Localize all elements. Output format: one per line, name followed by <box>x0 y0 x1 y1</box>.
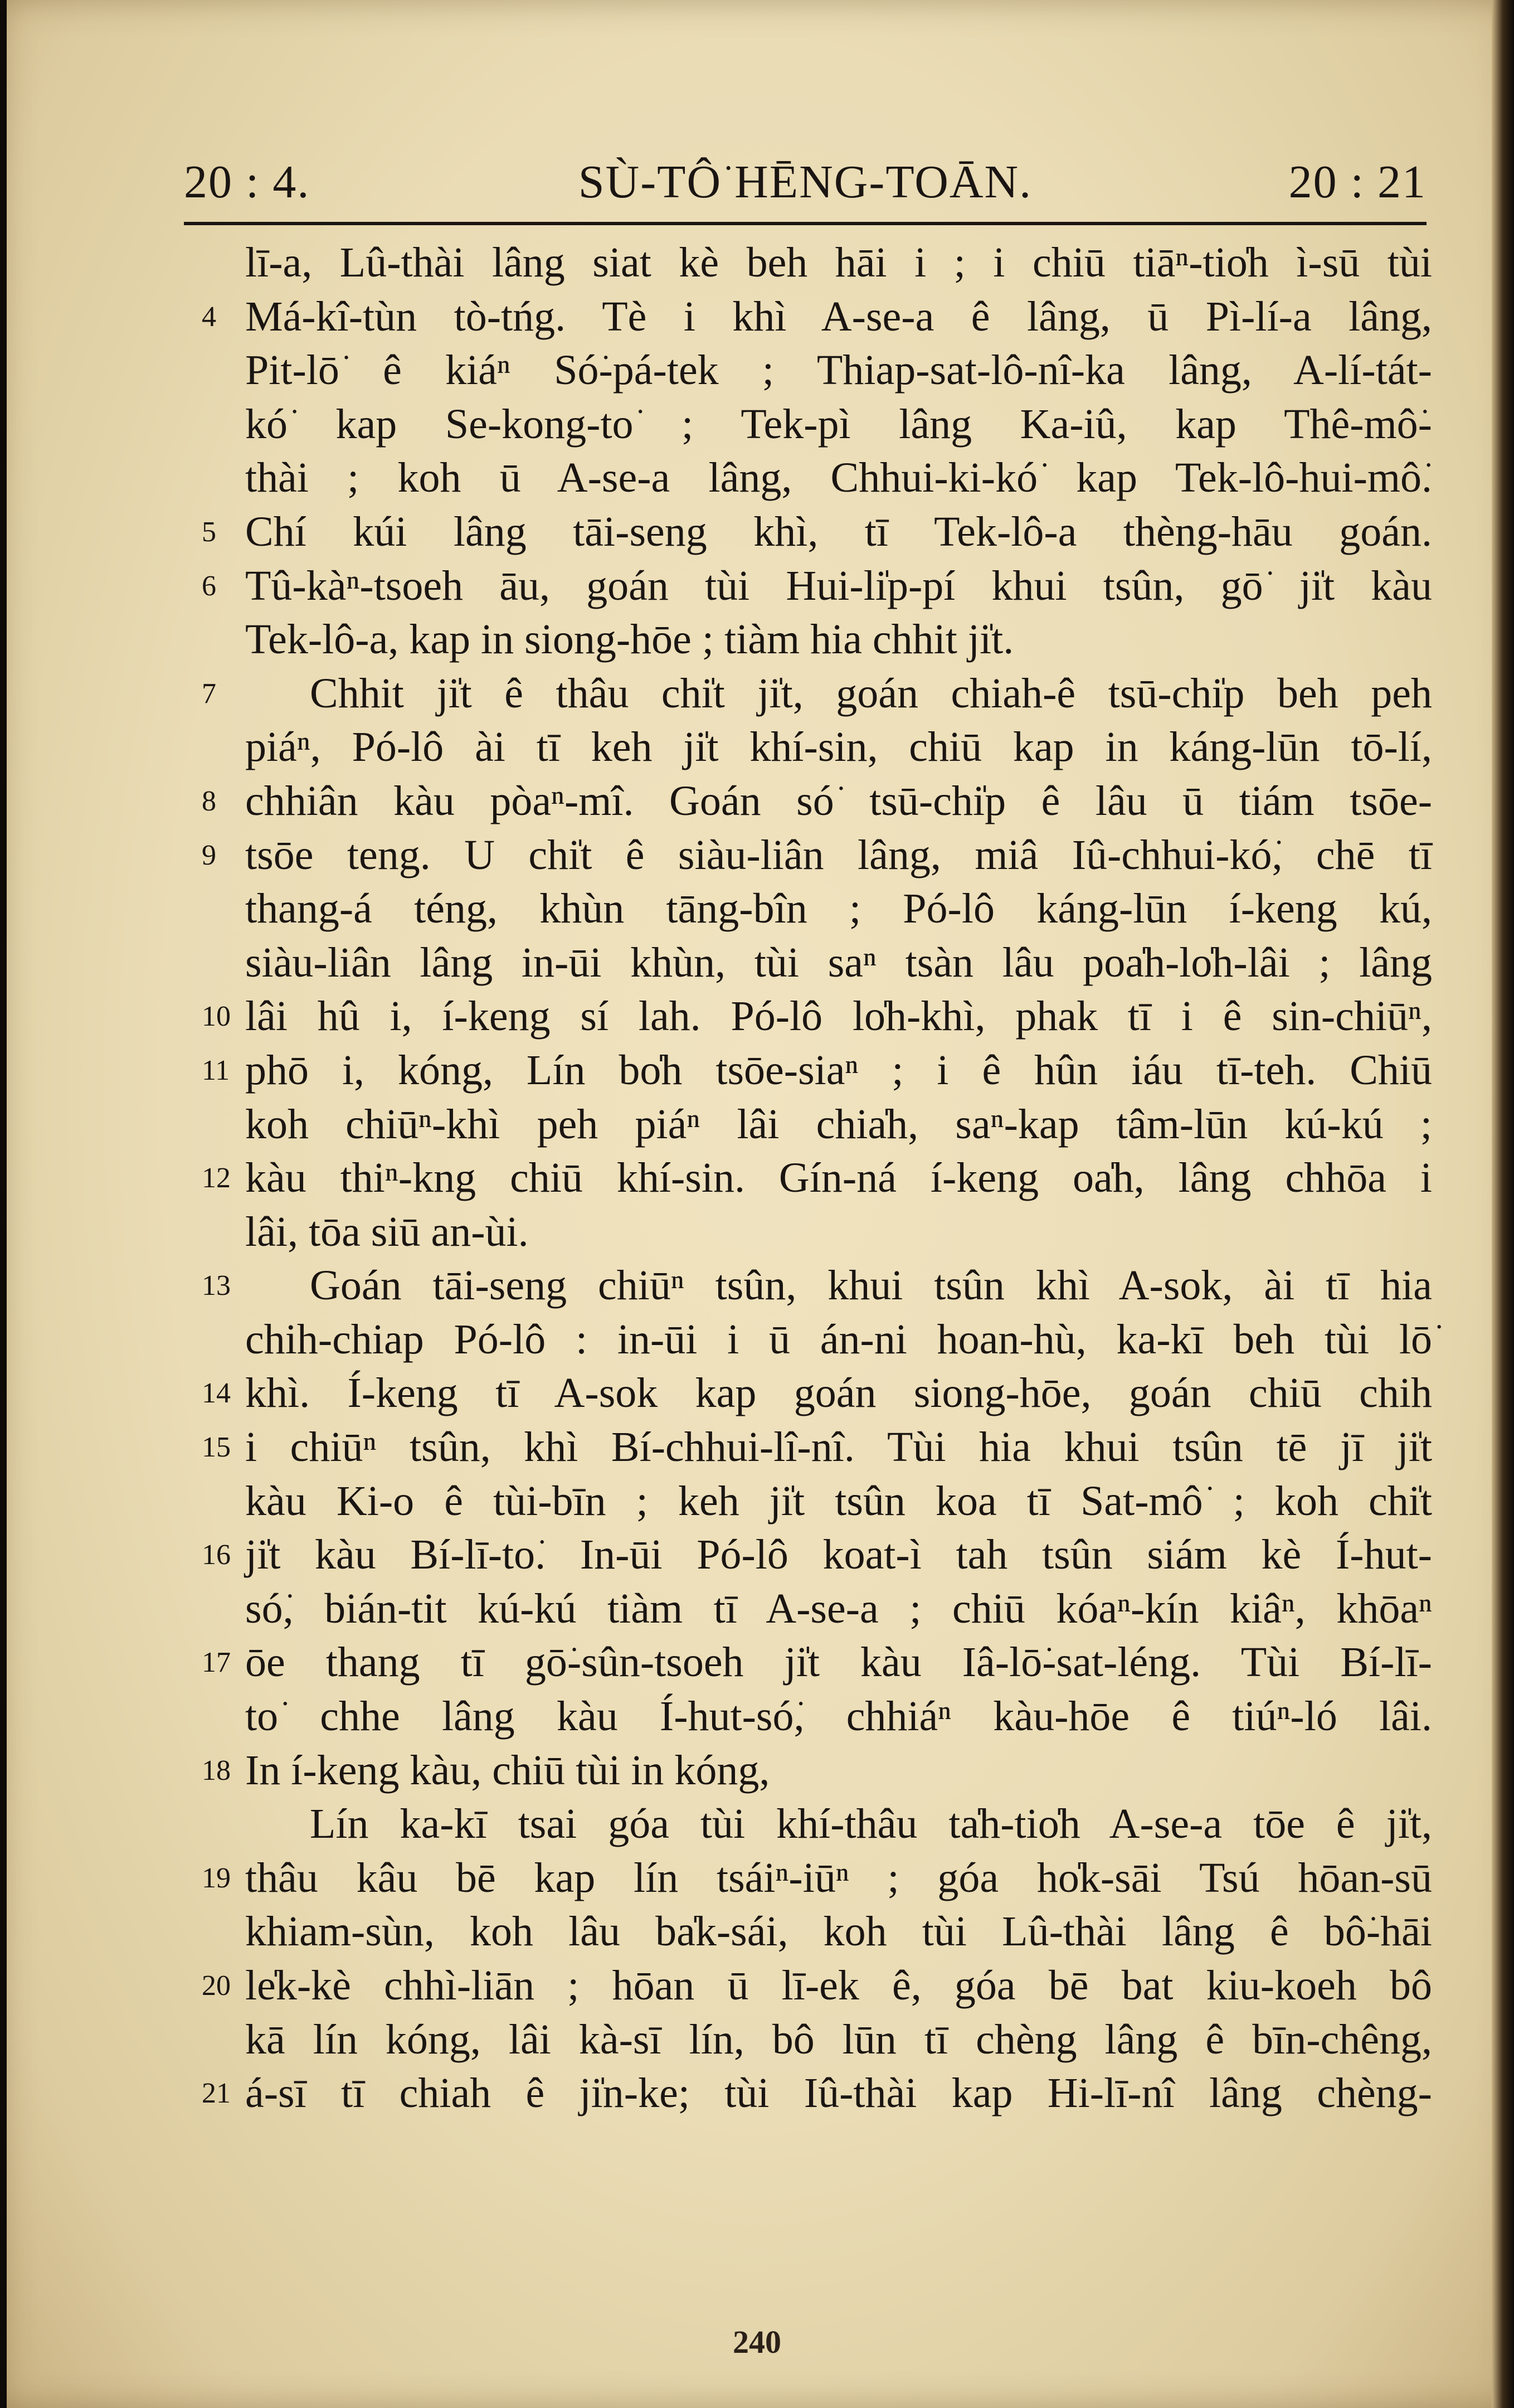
verse-number: 19 <box>202 1862 231 1894</box>
text-line <box>0 2065 1514 2119</box>
line-text: kàu Ki-o ê tùi-bīn ; keh ji̍t tsûn koa tī Sat-mô͘ ; koh chi̍t <box>245 1477 1432 1525</box>
text-line <box>0 503 1514 557</box>
text-line <box>0 1042 1514 1096</box>
text-line <box>0 934 1514 988</box>
verse-number: 21 <box>202 2077 231 2110</box>
line-text: siàu-liân lâng in-ūi khùn, tùi saⁿ tsàn lâu poa̍h-lo̍h-lâi ; lâng <box>245 939 1432 986</box>
text-line <box>0 827 1514 881</box>
line-text: tsōe teng. U chi̍t ê siàu-liân lâng, miâ Iû-chhui-kó͘, chē tī <box>245 831 1432 878</box>
line-text: lâi, tōa siū an-ùi. <box>245 1208 529 1255</box>
header-rule <box>184 222 1427 225</box>
line-text: to͘ chhe lâng kàu Í-hut-só͘, chhiáⁿ kàu-hōe ê tiúⁿ-ló lâi. <box>245 1693 1432 1740</box>
text-line <box>0 1688 1514 1742</box>
verse-number: 17 <box>202 1647 231 1679</box>
verse-number: 10 <box>202 1001 231 1033</box>
scripture-text-body <box>0 234 1514 2119</box>
line-text: i chiūⁿ tsûn, khì Bí-chhui-lî-nî. Tùi hia khui tsûn tē jī ji̍t <box>245 1424 1432 1471</box>
text-line <box>0 773 1514 827</box>
text-line <box>0 234 1514 288</box>
running-header <box>184 149 1427 211</box>
verse-number: 8 <box>202 785 216 817</box>
verse-number: 13 <box>202 1270 231 1302</box>
line-text: Chhit ji̍t ê thâu chi̍t ji̍t, goán chiah-ê tsū-chi̍p beh peh <box>310 669 1432 717</box>
line-text: koh chiūⁿ-khì peh piáⁿ lâi chia̍h, saⁿ-kap tâm-lūn kú-kú ; <box>245 1100 1432 1148</box>
verse-number: 18 <box>202 1754 231 1786</box>
verse-number: 12 <box>202 1162 231 1195</box>
verse-number: 9 <box>202 839 216 871</box>
line-text: chih-chiap Pó-lô : in-ūi i ū án-ni hoan-hù, ka-kī beh tùi lō͘ <box>245 1315 1432 1363</box>
line-text: piáⁿ, Pó-lô ài tī keh ji̍t khí-sin, chiū kap in káng-lūn tō-lí, <box>245 724 1432 771</box>
verse-number: 16 <box>202 1539 231 1571</box>
text-line <box>0 1311 1514 1365</box>
text-line <box>0 1634 1514 1688</box>
text-line <box>0 1849 1514 1904</box>
line-text: Lín ka-kī tsai góa tùi khí-thâu ta̍h-tio̍h A-se-a tōe ê ji̍t, <box>310 1800 1432 1848</box>
line-text: kàu thiⁿ-kng chiū khí-sin. Gín-ná í-keng oa̍h, lâng chhōa i <box>245 1154 1432 1202</box>
verse-number: 5 <box>202 516 216 548</box>
line-text: Goán tāi-seng chiūⁿ tsûn, khui tsûn khì A-sok, ài tī hia <box>310 1262 1432 1309</box>
verse-number: 7 <box>202 677 216 710</box>
text-line <box>0 342 1514 396</box>
line-text: thang-á téng, khùn tāng-bîn ; Pó-lô káng-lūn í-keng kú, <box>245 885 1432 933</box>
line-text: khì. Í-keng tī A-sok kap goán siong-hōe, goán chiū chih <box>245 1370 1432 1417</box>
text-line <box>0 1742 1514 1796</box>
text-line <box>0 1526 1514 1580</box>
verse-number: 11 <box>202 1054 230 1086</box>
text-line <box>0 611 1514 665</box>
verse-number: 20 <box>202 1970 231 2002</box>
text-line <box>0 396 1514 450</box>
text-line <box>0 288 1514 342</box>
text-line <box>0 988 1514 1042</box>
header-chapter-verse-start: 20 : 4. <box>184 156 310 208</box>
text-line <box>0 1149 1514 1203</box>
line-text: kā lín kóng, lâi kà-sī lín, bô lūn tī chèng lâng ê bīn-chêng, <box>245 2016 1432 2063</box>
text-line <box>0 1957 1514 2011</box>
verse-number: 6 <box>202 570 216 602</box>
line-text: lī-a, Lû-thài lâng siat kè beh hāi i ; i chiū tiāⁿ-tio̍h ì-sū tùi <box>245 239 1432 286</box>
line-text: lâi hû i, í-keng sí lah. Pó-lô lo̍h-khì, phak tī i ê sin-chiūⁿ, <box>245 993 1432 1040</box>
line-text: thâu kâu bē kap lín tsáiⁿ-iūⁿ ; góa ho̍k-sāi Tsú hōan-sū <box>245 1854 1432 1901</box>
header-book-title: SÙ-TÔ͘ HĒNG-TOĀN. <box>578 156 1033 208</box>
line-text: Chí kúi lâng tāi-seng khì, tī Tek-lô-a thèng-hāu goán. <box>245 508 1432 555</box>
text-line <box>0 880 1514 934</box>
line-text: le̍k-kè chhì-liān ; hōan ū lī-ek ê, góa bē bat kiu-koeh bô <box>245 1962 1432 2009</box>
header-chapter-verse-end: 20 : 21 <box>1288 156 1427 208</box>
line-text: Pit-lō͘ ê kiáⁿ Só͘-pá-tek ; Thiap-sat-lô-nî-ka lâng, A-lí-tát- <box>245 347 1432 394</box>
line-text: thài ; koh ū A-se-a lâng, Chhui-ki-kó͘ kap Tek-lô-hui-mô͘. <box>245 454 1432 502</box>
line-text: Tû-kàⁿ-tsoeh āu, goán tùi Hui-li̍p-pí khui tsûn, gō͘ ji̍t kàu <box>245 562 1432 609</box>
text-line <box>0 1473 1514 1527</box>
text-line <box>0 718 1514 773</box>
verse-number: 14 <box>202 1377 231 1410</box>
line-text: Tek-lô-a, kap in siong-hōe ; tiàm hia chhit ji̍t. <box>245 616 1014 663</box>
verse-number: 4 <box>202 300 216 333</box>
line-text: chhiân kàu pòaⁿ-mî. Goán só͘ tsū-chi̍p ê lâu ū tiám tsōe- <box>245 777 1432 824</box>
verse-number: 15 <box>202 1431 231 1464</box>
text-line <box>0 1365 1514 1419</box>
line-text: In í-keng kàu, chiū tùi in kóng, <box>245 1746 770 1794</box>
line-text: ōe thang tī gō͘-sûn-tsoeh ji̍t kàu Iâ-lō͘-sat-léng. Tùi Bí-lī- <box>245 1639 1432 1686</box>
text-line <box>0 1795 1514 1849</box>
text-line <box>0 1203 1514 1258</box>
line-text: phō i, kóng, Lín bo̍h tsōe-siaⁿ ; i ê hûn iáu tī-teh. Chiū <box>245 1046 1432 1094</box>
line-text: Má-kî-tùn tò-tńg. Tè i khì A-se-a ê lâng, ū Pì-lí-a lâng, <box>245 293 1432 340</box>
line-text: kó͘ kap Se-kong-to͘ ; Tek-pì lâng Ka-iû, kap Thê-mô͘- <box>245 400 1432 448</box>
text-line <box>0 1419 1514 1473</box>
line-text: á-sī tī chiah ê ji̍n-ke; tùi Iû-thài kap Hi-lī-nî lâng chèng- <box>245 2070 1432 2117</box>
text-line <box>0 1257 1514 1311</box>
text-line <box>0 1903 1514 1957</box>
page-number: 240 <box>733 2324 781 2360</box>
text-line <box>0 449 1514 503</box>
text-line <box>0 665 1514 719</box>
text-line <box>0 1580 1514 1634</box>
text-line <box>0 2011 1514 2065</box>
text-line <box>0 1096 1514 1150</box>
line-text: khiam-sùn, koh lâu ba̍k-sái, koh tùi Lû-thài lâng ê bô͘-hāi <box>245 1908 1432 1955</box>
text-line <box>0 557 1514 611</box>
line-text: só͘, bián-tit kú-kú tiàm tī A-se-a ; chiū kóaⁿ-kín kiâⁿ, khōaⁿ <box>245 1585 1432 1632</box>
line-text: ji̍t kàu Bí-lī-to͘. In-ūi Pó-lô koat-ì tah tsûn siám kè Í-hut- <box>245 1531 1432 1579</box>
